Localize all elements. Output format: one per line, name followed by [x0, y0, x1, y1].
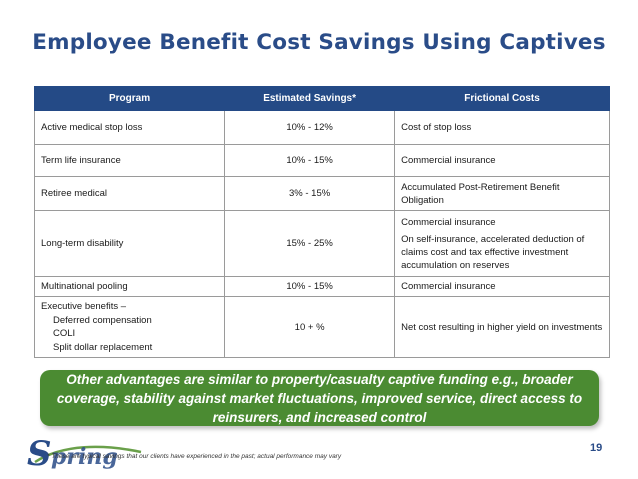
savings-cell: 15% - 25%	[225, 211, 395, 277]
costs-cell: Accumulated Post-Retirement Benefit Obligation	[395, 177, 610, 211]
savings-cell: 10 + %	[225, 297, 395, 358]
program-cell: Multinational pooling	[35, 277, 225, 297]
program-cell: Retiree medical	[35, 177, 225, 211]
sub-item: Split dollar replacement	[53, 341, 153, 353]
sub-item: COLI	[53, 328, 76, 339]
table-row	[35, 297, 610, 358]
cost-line: On self-insurance, accelerated deduction of claims cost and tax effective investment accumulation on reserves	[401, 233, 585, 271]
program-cell: Long-term disability	[35, 211, 225, 277]
savings-cell: 3% - 15%	[225, 177, 395, 211]
logo-initial: S	[27, 434, 52, 474]
table-header-row	[35, 87, 610, 111]
program-cell: Term life insurance	[35, 145, 225, 177]
column-header-program: Program	[35, 87, 225, 111]
costs-cell: Commercial insurance	[395, 145, 610, 177]
logo-wordmark: pring	[51, 444, 118, 470]
costs-cell	[395, 211, 610, 277]
column-header-savings: Estimated Savings*	[225, 87, 395, 111]
column-header-costs: Frictional Costs	[395, 87, 610, 111]
table-row	[35, 211, 610, 277]
program-label: Executive benefits –	[41, 301, 127, 312]
cost-line: Commercial insurance	[401, 216, 496, 228]
table-row	[35, 177, 610, 211]
slide-title: Employee Benefit Cost Savings Using Captives	[32, 30, 606, 55]
table-row	[35, 277, 610, 297]
page-number: 19	[590, 442, 603, 454]
costs-cell: Commercial insurance	[395, 277, 610, 297]
footnote: * These are typical savings that our clients have experienced in the past; actual performance may vary	[47, 453, 342, 460]
savings-cell: 10% - 15%	[225, 277, 395, 297]
costs-cell: Cost of stop loss	[395, 111, 610, 145]
sub-item: Deferred compensation	[53, 314, 152, 326]
savings-cell: 10% - 15%	[225, 145, 395, 177]
advantages-banner	[40, 370, 599, 426]
banner-text: Other advantages are similar to property/casualty captive funding e.g., broader coverage, stability against market fluctuations, improved service, direct access to reinsurers, and increased control	[56, 371, 583, 425]
table-row	[35, 145, 610, 177]
costs-cell: Net cost resulting in higher yield on investments	[395, 297, 610, 358]
table-row	[35, 111, 610, 145]
program-cell: Active medical stop loss	[35, 111, 225, 145]
savings-table	[34, 86, 610, 358]
savings-cell: 10% - 12%	[225, 111, 395, 145]
program-cell	[35, 297, 225, 358]
